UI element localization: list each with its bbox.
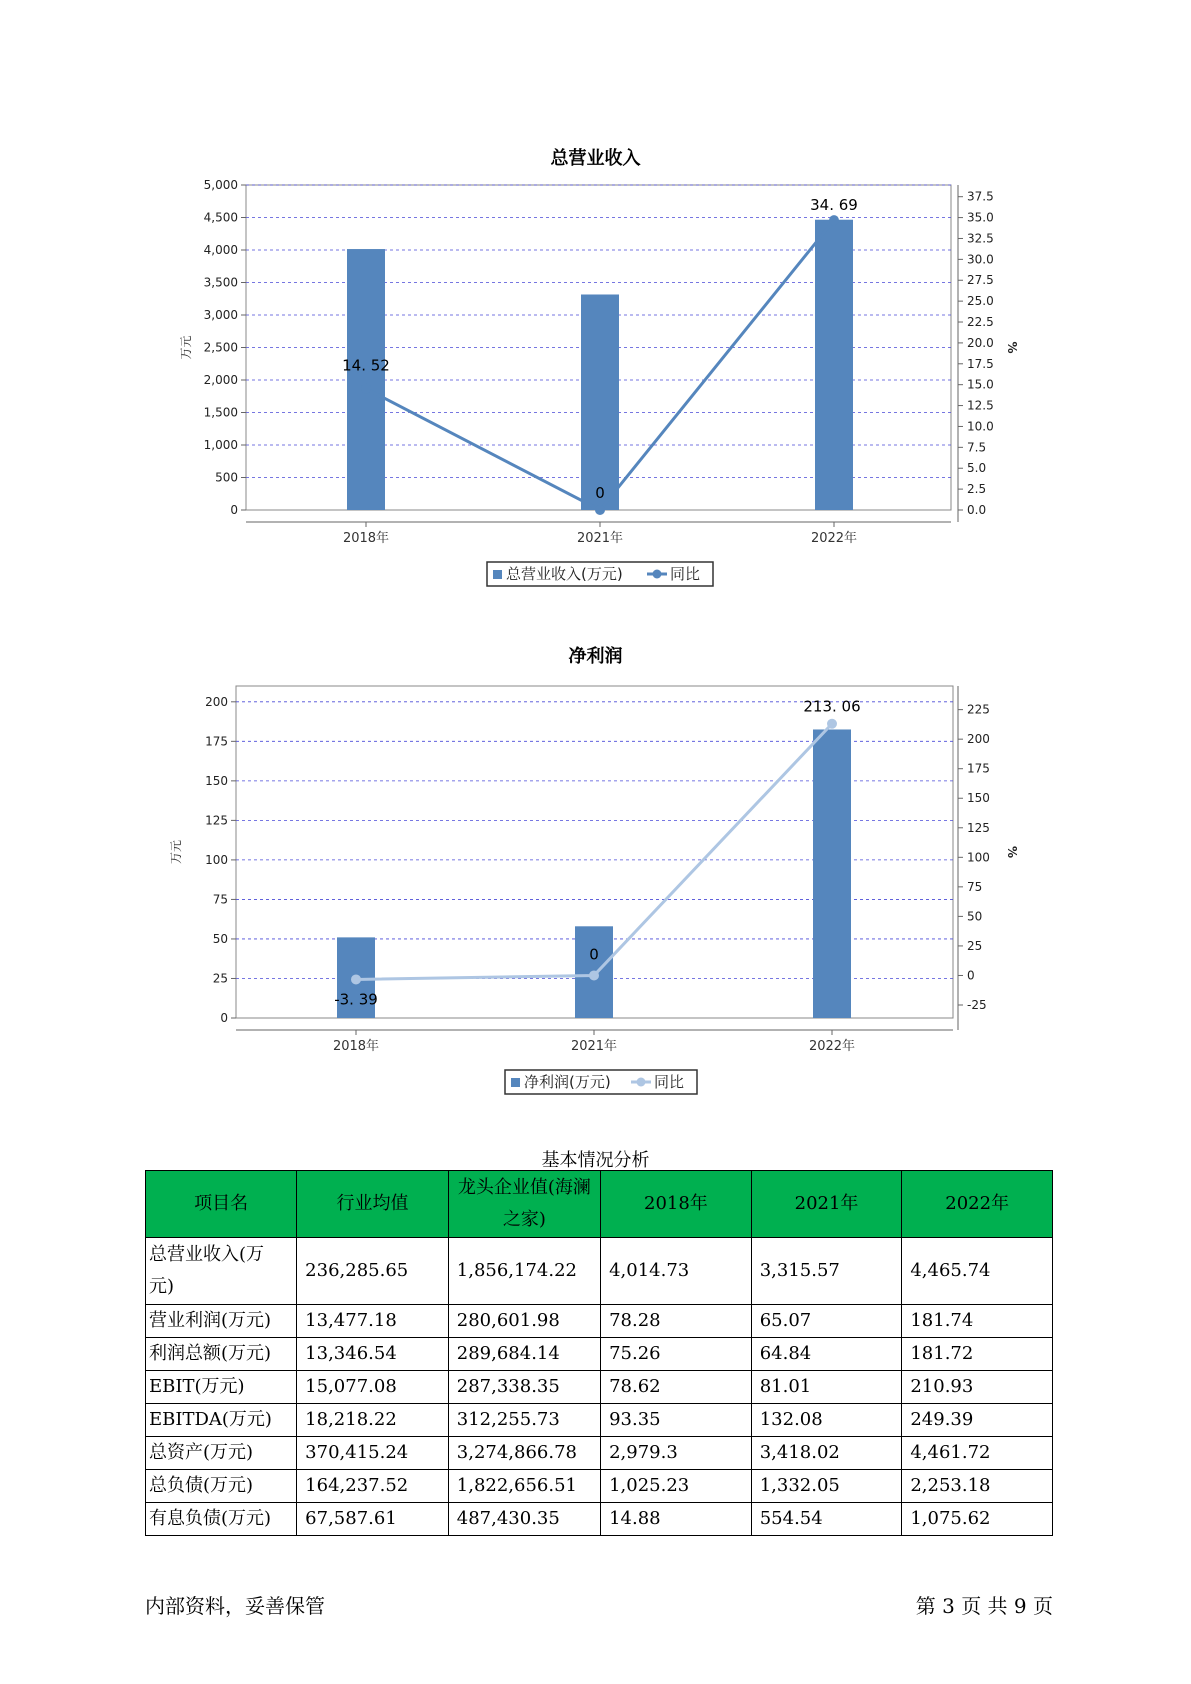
legend-bar-swatch — [493, 570, 502, 579]
right-tick-label: -25 — [967, 998, 987, 1013]
table-cell: 64.84 — [751, 1338, 902, 1371]
yoy-point-3 — [827, 719, 837, 729]
table-cell: 13,477.18 — [297, 1305, 449, 1338]
table-cell: 1,075.62 — [902, 1503, 1053, 1536]
table-cell: 2,253.18 — [902, 1470, 1053, 1503]
right-axis-label: % — [1005, 341, 1019, 354]
table-cell: 287,338.35 — [448, 1371, 600, 1404]
chart-title-net-profit: 净利润 — [568, 646, 623, 667]
yoy-point-1 — [351, 974, 361, 984]
table-cell: 210.93 — [902, 1371, 1053, 1404]
right-tick-label: 10.0 — [967, 419, 994, 434]
right-tick-label: 200 — [967, 732, 990, 747]
legend-line-label: 同比 — [654, 1073, 685, 1091]
left-tick-label: 0 — [220, 1011, 228, 1025]
yoy-point-1 — [361, 384, 371, 394]
table-cell: 236,285.65 — [297, 1238, 449, 1305]
left-tick-label: 175 — [205, 734, 228, 749]
row-label: 营业利润(万元) — [146, 1305, 297, 1338]
row-label: 总营业收入(万元) — [146, 1238, 297, 1305]
table-cell: 1,822,656.51 — [448, 1470, 600, 1503]
x-tick-label: 2018年 — [332, 1039, 380, 1054]
right-tick-label: 15.0 — [967, 377, 994, 392]
right-tick-label: 175 — [967, 761, 990, 776]
table-cell: 132.08 — [751, 1404, 902, 1437]
table-row — [146, 1404, 1053, 1437]
table-cell: 78.62 — [601, 1371, 752, 1404]
right-tick-label: 25 — [967, 938, 983, 953]
table-cell: 1,025.23 — [601, 1470, 752, 1503]
table-cell: 78.28 — [601, 1305, 752, 1338]
left-tick-label: 4,000 — [203, 243, 238, 257]
left-tick-label: 2,000 — [203, 373, 238, 387]
header-item-name: 项目名 — [146, 1171, 297, 1238]
yoy-point-2 — [589, 970, 599, 980]
row-label: 利润总额(万元) — [146, 1338, 297, 1371]
table-cell: 1,332.05 — [751, 1470, 902, 1503]
table-cell: 1,856,174.22 — [448, 1238, 600, 1305]
yoy-point-2 — [595, 505, 605, 515]
bar-3 — [815, 220, 853, 510]
yoy-data-label: 14. 52 — [342, 356, 390, 375]
legend-line-label: 同比 — [670, 565, 701, 583]
table-cell: 75.26 — [601, 1338, 752, 1371]
header-industry-avg: 行业均值 — [297, 1171, 449, 1238]
table-cell: 3,274,866.78 — [448, 1437, 600, 1470]
x-tick-label: 2022年 — [808, 1039, 856, 1054]
yoy-data-label: 0 — [595, 484, 605, 502]
right-tick-label: 32.5 — [967, 231, 994, 246]
table-cell: 13,346.54 — [297, 1338, 449, 1371]
left-tick-label: 4,500 — [203, 210, 238, 225]
bar-3 — [813, 729, 851, 1018]
row-label: 总负债(万元) — [146, 1470, 297, 1503]
right-tick-label: 100 — [967, 850, 990, 865]
table-cell: 181.74 — [902, 1305, 1053, 1338]
table-row — [146, 1338, 1053, 1371]
right-tick-label: 75 — [967, 879, 983, 894]
right-tick-label: 50 — [967, 909, 983, 924]
table-row — [146, 1371, 1053, 1404]
right-tick-label: 22.5 — [967, 315, 994, 330]
left-tick-label: 2,500 — [203, 340, 238, 355]
table-cell: 14.88 — [601, 1503, 752, 1536]
table-cell: 3,418.02 — [751, 1437, 902, 1470]
left-axis-label: 万元 — [169, 839, 183, 865]
bar-1 — [347, 249, 385, 510]
right-tick-label: 0 — [967, 968, 975, 983]
table-cell: 3,315.57 — [751, 1238, 902, 1305]
right-tick-label: 37.5 — [967, 189, 994, 204]
legend-line-marker — [653, 570, 662, 579]
row-label: EBITDA(万元) — [146, 1404, 297, 1437]
x-tick-label: 2018年 — [342, 531, 390, 546]
left-tick-label: 200 — [205, 694, 228, 709]
right-tick-label: 150 — [967, 791, 990, 806]
right-tick-label: 27.5 — [967, 273, 994, 288]
right-tick-label: 7.5 — [967, 440, 987, 455]
table-cell: 249.39 — [902, 1404, 1053, 1437]
footer-page-number: 第 3 页 共 9 页 — [915, 1594, 1053, 1618]
right-tick-label: 2.5 — [967, 482, 987, 497]
x-tick-label: 2022年 — [810, 531, 858, 546]
chart-title-revenue: 总营业收入 — [550, 148, 641, 169]
right-tick-label: 20.0 — [967, 335, 994, 350]
row-label: 有息负债(万元) — [146, 1503, 297, 1536]
x-tick-label: 2021年 — [576, 531, 624, 546]
left-tick-label: 3,000 — [203, 308, 238, 322]
table-row — [146, 1305, 1053, 1338]
left-tick-label: 100 — [205, 852, 228, 867]
right-tick-label: 125 — [967, 820, 990, 835]
table-cell: 312,255.73 — [448, 1404, 600, 1437]
right-tick-label: 12.5 — [967, 398, 994, 413]
table-cell: 2,979.3 — [601, 1437, 752, 1470]
right-tick-label: 35.0 — [967, 210, 994, 225]
right-tick-label: 25.0 — [967, 294, 994, 309]
yoy-data-label: -3. 39 — [334, 990, 378, 1009]
legend-bar-swatch — [511, 1078, 520, 1087]
table-header-row — [146, 1171, 1053, 1238]
row-label: 总资产(万元) — [146, 1437, 297, 1470]
left-tick-label: 75 — [212, 892, 228, 907]
left-tick-label: 5,000 — [203, 178, 238, 192]
left-tick-label: 0 — [230, 503, 238, 517]
table-row — [146, 1470, 1053, 1503]
yoy-point-3 — [829, 215, 839, 225]
table-cell: 81.01 — [751, 1371, 902, 1404]
legend-line-marker — [637, 1078, 646, 1087]
revenue-chart — [0, 170, 1191, 600]
table-cell: 370,415.24 — [297, 1437, 449, 1470]
yoy-data-label: 34. 69 — [810, 196, 858, 215]
header-2018: 2018年 — [601, 1171, 752, 1238]
table-cell: 4,465.74 — [902, 1238, 1053, 1305]
footer-confidential: 内部资料，妥善保管 — [145, 1594, 325, 1618]
yoy-data-label: 213. 06 — [803, 697, 861, 716]
table-cell: 164,237.52 — [297, 1470, 449, 1503]
table-row — [146, 1503, 1053, 1536]
basic-analysis-table — [145, 1170, 1053, 1536]
table-cell: 65.07 — [751, 1305, 902, 1338]
table-cell: 15,077.08 — [297, 1371, 449, 1404]
table-cell: 181.72 — [902, 1338, 1053, 1371]
right-tick-label: 5.0 — [967, 461, 987, 476]
table-caption: 基本情况分析 — [541, 1150, 650, 1171]
row-label: EBIT(万元) — [146, 1371, 297, 1404]
left-axis-label: 万元 — [179, 335, 193, 360]
table-cell: 67,587.61 — [297, 1503, 449, 1536]
legend-bar-label: 总营业收入(万元) — [506, 565, 623, 583]
table-cell: 487,430.35 — [448, 1503, 600, 1536]
left-tick-label: 1,000 — [203, 438, 238, 452]
net-profit-chart — [0, 668, 1191, 1098]
left-tick-label: 25 — [212, 971, 228, 986]
right-tick-label: 30.0 — [967, 252, 994, 267]
bar-2 — [581, 294, 619, 510]
table-cell: 4,014.73 — [601, 1238, 752, 1305]
table-cell: 18,218.22 — [297, 1404, 449, 1437]
header-leader-value: 龙头企业值(海澜之家) — [448, 1171, 600, 1238]
right-tick-label: 225 — [967, 702, 990, 717]
table-cell: 4,461.72 — [902, 1437, 1053, 1470]
table-cell: 93.35 — [601, 1404, 752, 1437]
yoy-data-label: 0 — [589, 945, 599, 964]
left-tick-label: 3,500 — [203, 275, 238, 290]
right-axis-label: % — [1005, 845, 1019, 859]
table-cell: 289,684.14 — [448, 1338, 600, 1371]
left-tick-label: 500 — [215, 470, 238, 485]
table-cell: 280,601.98 — [448, 1305, 600, 1338]
x-tick-label: 2021年 — [570, 1039, 618, 1054]
table-cell: 554.54 — [751, 1503, 902, 1536]
left-tick-label: 1,500 — [203, 405, 238, 420]
left-tick-label: 150 — [205, 773, 228, 788]
header-2022: 2022年 — [902, 1171, 1053, 1238]
table-row — [146, 1437, 1053, 1470]
right-tick-label: 0.0 — [967, 503, 987, 517]
header-2021: 2021年 — [751, 1171, 902, 1238]
left-tick-label: 125 — [205, 813, 228, 828]
legend-bar-label: 净利润(万元) — [524, 1073, 611, 1091]
table-row — [146, 1238, 1053, 1305]
right-tick-label: 17.5 — [967, 356, 994, 371]
left-tick-label: 50 — [212, 931, 228, 946]
